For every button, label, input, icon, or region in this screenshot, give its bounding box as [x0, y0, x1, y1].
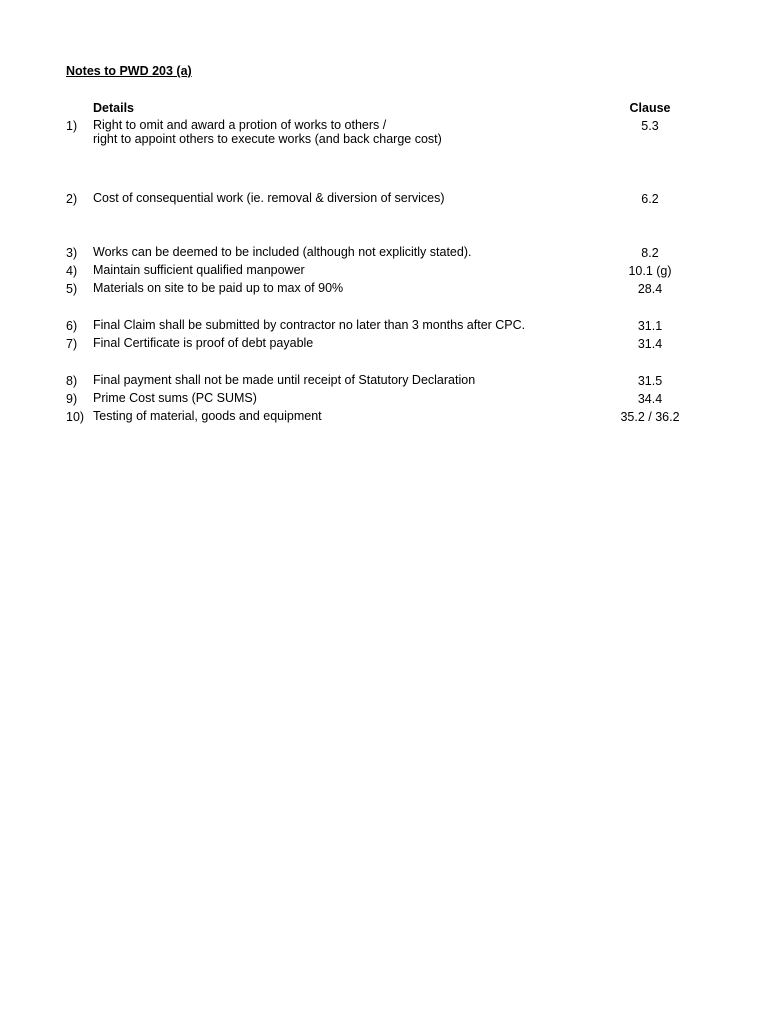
note-details-line: Right to omit and award a protion of works to others / — [93, 118, 387, 132]
note-clause: 34.4 — [637, 392, 663, 406]
note-clause: 28.4 — [637, 282, 663, 296]
note-details: Prime Cost sums (PC SUMS) — [93, 391, 257, 405]
note-details: Cost of consequential work (ie. removal & diversion of services) — [93, 191, 445, 205]
note-details: Final Certificate is proof of debt payable — [93, 336, 314, 350]
note-number: 10) — [66, 410, 85, 424]
note-clause: 6.2 — [641, 192, 659, 206]
note-clause: 31.5 — [637, 374, 663, 388]
note-details: Final payment shall not be made until receipt of Statutory Declaration — [93, 373, 476, 387]
note-details — [93, 119, 442, 146]
note-details-line: right to appoint others to execute works (and back charge cost) — [93, 131, 442, 146]
note-number: 1) — [66, 119, 78, 133]
note-clause: 35.2 / 36.2 — [620, 410, 680, 424]
note-number: 7) — [66, 337, 78, 351]
clause-column-header: Clause — [629, 101, 671, 115]
note-clause: 5.3 — [641, 119, 659, 133]
note-clause: 31.4 — [637, 337, 663, 351]
note-details: Maintain sufficient qualified manpower — [93, 263, 305, 277]
note-clause: 31.1 — [637, 319, 663, 333]
note-number: 3) — [66, 246, 78, 260]
note-clause: 8.2 — [641, 246, 659, 260]
note-details: Works can be deemed to be included (although not explicitly stated). — [93, 245, 472, 259]
note-details: Testing of material, goods and equipment — [93, 409, 322, 423]
details-column-header: Details — [93, 101, 134, 115]
note-number: 2) — [66, 192, 78, 206]
note-number: 9) — [66, 392, 78, 406]
note-details: Final Claim shall be submitted by contractor no later than 3 months after CPC. — [93, 318, 526, 332]
note-number: 5) — [66, 282, 78, 296]
note-clause: 10.1 (g) — [628, 264, 672, 278]
note-details: Materials on site to be paid up to max of 90% — [93, 281, 344, 295]
note-number: 8) — [66, 374, 78, 388]
document-title: Notes to PWD 203 (a) — [66, 64, 192, 78]
note-number: 4) — [66, 264, 78, 278]
note-number: 6) — [66, 319, 78, 333]
